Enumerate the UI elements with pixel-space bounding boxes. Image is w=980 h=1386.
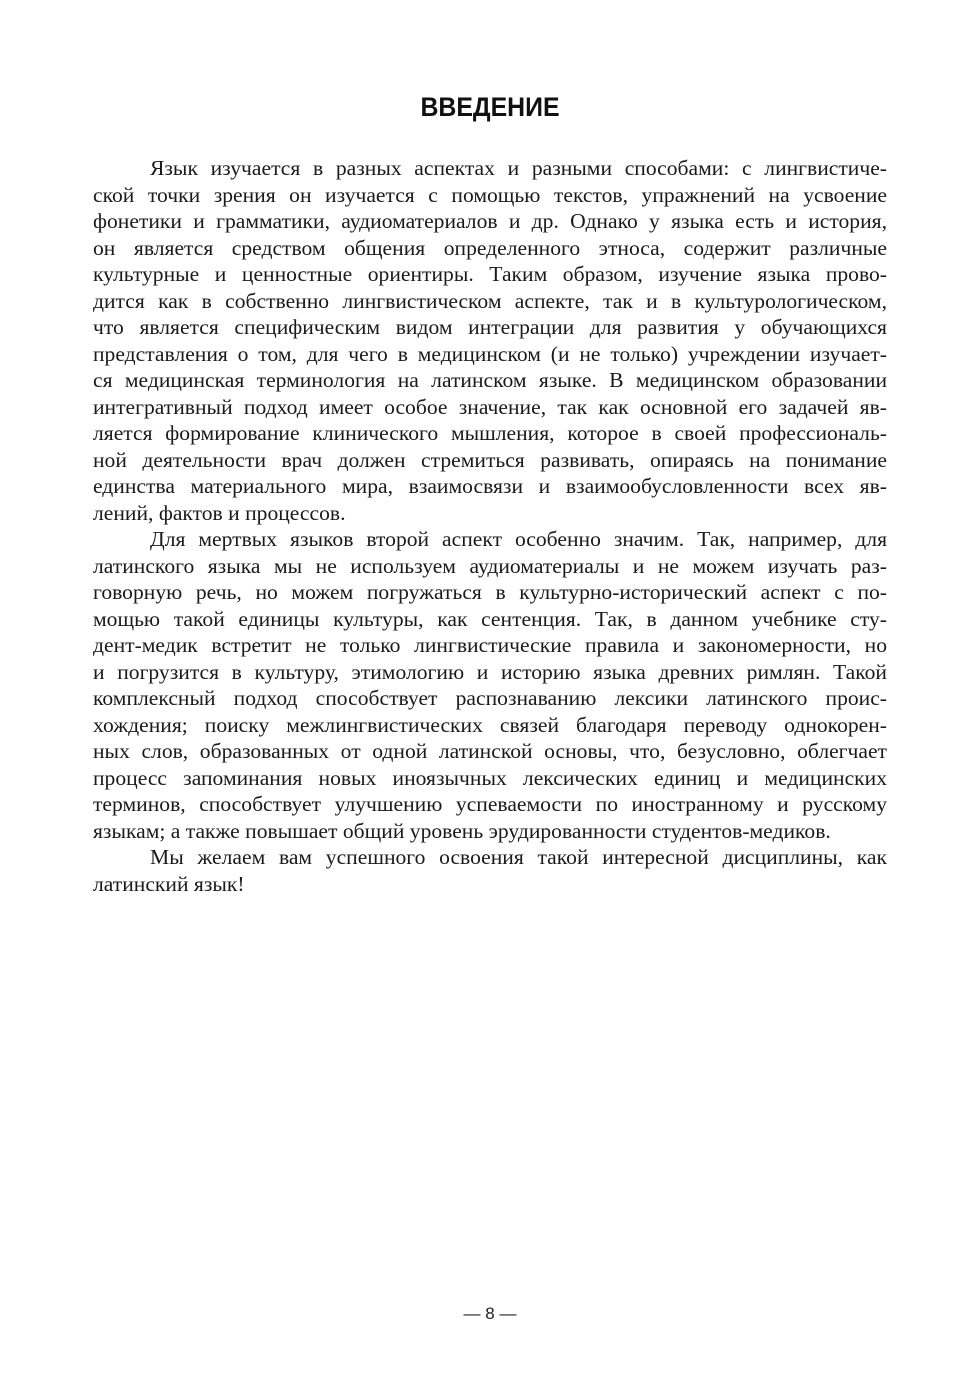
paragraph — [93, 844, 887, 897]
text-line: интегративный подход имеет особое значение, так как основной его задачей яв- — [93, 394, 887, 419]
text-line: и погрузится в культуру, этимологию и историю языка древних римлян. Такой — [93, 659, 887, 684]
text-line: языкам; а также повышает общий уровень эрудированности студентов-медиков. — [93, 818, 831, 843]
text-line: он является средством общения определенного этноса, содержит различные — [93, 235, 887, 260]
paragraph — [93, 526, 887, 844]
paragraph — [93, 155, 887, 526]
text-line: ся медицинская терминология на латинском языке. В медицинском образовании — [93, 368, 887, 392]
text-line: Мы желаем вам успешного освоения такой интересной дисциплины, как — [150, 845, 887, 869]
text-line: процесс запоминания новых иноязычных лексических единиц и медицинских — [93, 765, 887, 790]
text-line: единства материального мира, взаимосвязи и взаимообусловленности всех яв- — [93, 474, 887, 498]
text-line: фонетики и грамматики, аудиоматериалов и др. Однако у языка есть и история, — [93, 209, 887, 233]
text-line: терминов, способствует улучшению успеваемости по иностранному и русскому — [93, 792, 887, 816]
text-line: культурные и ценностные ориентиры. Таким образом, изучение языка прово- — [93, 262, 887, 286]
text-line: говорную речь, но можем погружаться в культурно-исторический аспект с по- — [93, 580, 887, 604]
text-line: дится как в собственно лингвистическом аспекте, так и в культурологическом, — [93, 288, 887, 313]
page-number: — 8 — — [463, 1304, 517, 1323]
text-line: ных слов, образованных от одной латинской основы, что, безусловно, облегчает — [93, 739, 887, 763]
text-line: Язык изучается в разных аспектах и разными способами: с лингвистиче- — [150, 156, 887, 180]
text-line: Для мертвых языков второй аспект особенно значим. Так, например, для — [150, 527, 887, 551]
text-line: мощью такой единицы культуры, как сентенция. Так, в данном учебнике сту- — [93, 606, 887, 631]
text-line: хождения; поиску межлингвистических связей благодаря переводу однокорен- — [93, 712, 887, 737]
text-line: ной деятельности врач должен стремиться развивать, опираясь на понимание — [93, 447, 887, 472]
text-line: ляется формирование клинического мышления, которое в своей профессиональ- — [93, 421, 887, 445]
text-line: комплексный подход способствует распознаванию лексики латинского проис- — [93, 686, 887, 710]
text-line: представления о том, для чего в медицинском (и не только) учреждении изучает- — [93, 341, 887, 366]
body-text — [93, 155, 887, 897]
page-title: ВВЕДЕНИЕ — [420, 92, 560, 122]
text-line: ской точки зрения он изучается с помощью текстов, упражнений на усвоение — [93, 182, 887, 207]
text-line: что является специфическим видом интеграции для развития у обучающихся — [93, 315, 887, 339]
text-line: дент-медик встретит не только лингвистические правила и закономерности, но — [93, 633, 887, 657]
text-line: латинского языка мы не используем аудиоматериалы и не можем изучать раз- — [93, 553, 887, 578]
text-line: латинский язык! — [93, 871, 245, 896]
text-line: лений, фактов и процессов. — [93, 500, 346, 525]
